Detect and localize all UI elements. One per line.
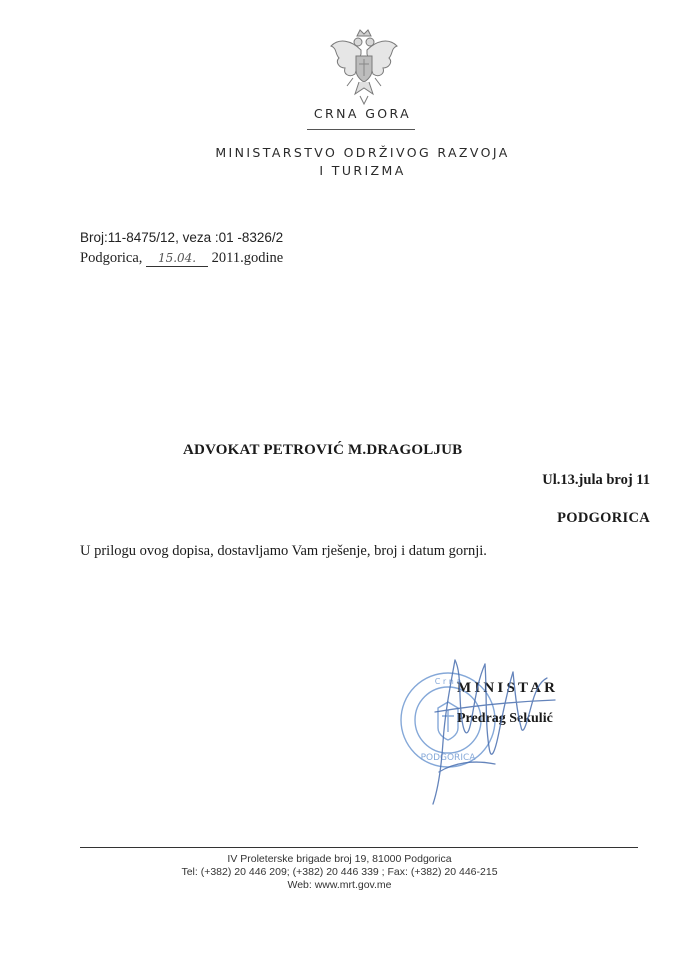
letterhead-country: CRNA GORA [313,106,412,121]
footer-web: Web: www.mrt.gov.me [287,879,392,891]
letter-body: U prilogu ovog dopisa, dostavljamo Vam rješenje, broj i datum gornji. [80,543,487,559]
coat-of-arms-icon [327,28,401,106]
svg-text:C r n a: C r n a [434,677,462,686]
reference-number: Broj:11-8475/12, veza :01 -8326/2 [80,230,284,245]
reference-date [80,250,283,267]
footer-phones: Tel: (+382) 20 446 209; (+382) 20 446 339 ; Fax: (+382) 20 446-215 [181,866,498,878]
footer-divider [80,847,638,848]
recipient-name: ADVOKAT PETROVIĆ M.DRAGOLJUB [183,442,463,458]
recipient-city: PODGORICA [557,510,650,526]
handwritten-signature-icon [415,652,565,812]
svg-text:PODGORICA: PODGORICA [420,753,476,763]
recipient-street: Ul.13.jula broj 11 [542,472,650,488]
footer-address: IV Proleterske brigade broj 19, 81000 Podgorica [227,853,452,865]
ministry-line-1: MINISTARSTVO ODRŽIVOG RAZVOJA [215,145,510,160]
reference-year: 2011.godine [211,250,284,266]
letterhead-ministry [0,144,679,180]
ministry-line-2: I TURIZMA [319,163,406,178]
reference-place: Podgorica, [80,250,143,266]
handwritten-date: 15.04. [146,251,208,267]
signatory-title: MINISTAR [457,680,559,696]
signatory-name: Predrag Sekulić [457,711,553,726]
footer [0,853,679,892]
letterhead-divider [307,129,415,130]
